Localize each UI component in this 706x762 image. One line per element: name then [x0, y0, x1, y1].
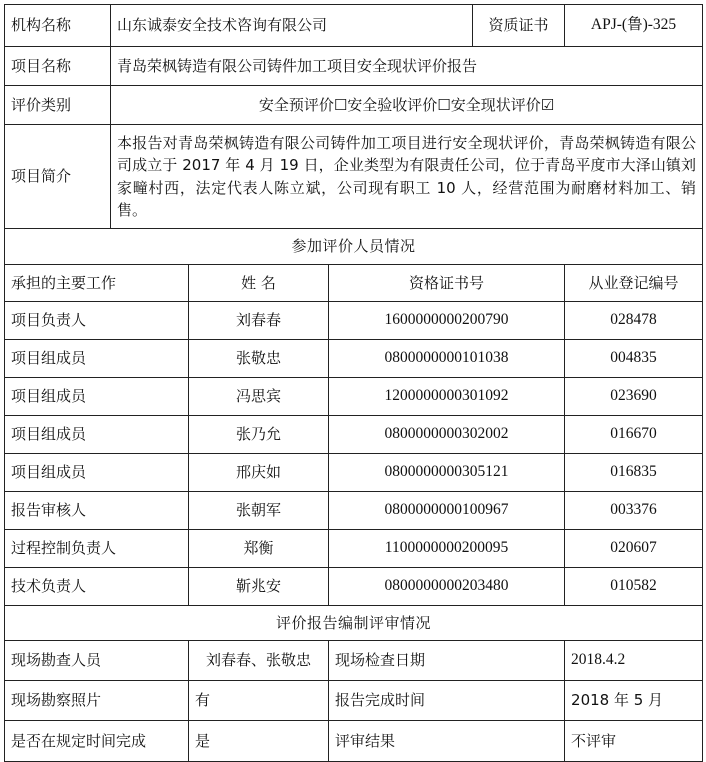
col-header-name: 姓 名: [189, 265, 329, 302]
col-header-duty: 承担的主要工作: [5, 265, 189, 302]
reg-cell: 003376: [565, 492, 703, 530]
duty-cell: 项目组成员: [5, 340, 189, 378]
personnel-section-title: 参加评价人员情况: [5, 229, 703, 265]
reg-cell: 016670: [565, 416, 703, 454]
col-header-reg: 从业登记编号: [565, 265, 703, 302]
name-cell: 冯思宾: [189, 378, 329, 416]
review-value-right: 2018.4.2: [565, 641, 703, 681]
review-label-left: 现场勘查人员: [5, 641, 189, 681]
duty-cell: 项目负责人: [5, 302, 189, 340]
name-cell: 刘春春: [189, 302, 329, 340]
project-name-row: [5, 47, 703, 86]
table-row: [5, 568, 703, 606]
personnel-header-row: [5, 265, 703, 302]
eval-type-value: 安全预评价☐安全验收评价☐安全现状评价☑: [111, 86, 703, 125]
reg-cell: 010582: [565, 568, 703, 606]
table-row: [5, 530, 703, 568]
duty-cell: 技术负责人: [5, 568, 189, 606]
review-label-left: 是否在规定时间完成: [5, 721, 189, 762]
name-cell: 张乃允: [189, 416, 329, 454]
name-cell: 靳兆安: [189, 568, 329, 606]
review-value-right: 不评审: [565, 721, 703, 762]
cert-cell: 0800000000100967: [329, 492, 565, 530]
col-header-cert: 资格证书号: [329, 265, 565, 302]
duty-cell: 过程控制负责人: [5, 530, 189, 568]
review-label-right: 现场检查日期: [329, 641, 565, 681]
duty-cell: 项目组成员: [5, 454, 189, 492]
review-value-left: 有: [189, 681, 329, 721]
review-row: [5, 681, 703, 721]
table-row: [5, 378, 703, 416]
review-section-row: [5, 606, 703, 641]
review-label-right: 评审结果: [329, 721, 565, 762]
eval-type-row: [5, 86, 703, 125]
cert-cell: 0800000000302002: [329, 416, 565, 454]
intro-text: 本报告对青岛荣枫铸造有限公司铸件加工项目进行安全现状评价，青岛荣枫铸造有限公司成立于 2017 年 4 月 19 日，企业类型为有限责任公司，位于青岛平度市大泽山镇刘家疃村西，法定代表人陈立斌，公司现有职工 10 人，经营范围为耐磨材料加工、销售。: [111, 125, 703, 229]
name-cell: 邢庆如: [189, 454, 329, 492]
name-cell: 张敬忠: [189, 340, 329, 378]
evaluation-info-sheet: [4, 4, 702, 752]
cert-value: APJ-(鲁)-325: [565, 5, 703, 47]
review-row: [5, 641, 703, 681]
intro-label: 项目简介: [5, 125, 111, 229]
org-row: [5, 5, 703, 47]
duty-cell: 项目组成员: [5, 416, 189, 454]
reg-cell: 028478: [565, 302, 703, 340]
project-name-label: 项目名称: [5, 47, 111, 86]
reg-cell: 020607: [565, 530, 703, 568]
table-row: [5, 492, 703, 530]
cert-cell: 0800000000305121: [329, 454, 565, 492]
name-cell: 张朝军: [189, 492, 329, 530]
table-row: [5, 416, 703, 454]
duty-cell: 报告审核人: [5, 492, 189, 530]
reg-cell: 004835: [565, 340, 703, 378]
personnel-section-row: [5, 229, 703, 265]
org-label: 机构名称: [5, 5, 111, 47]
cert-label: 资质证书: [473, 5, 565, 47]
name-cell: 郑衡: [189, 530, 329, 568]
review-value-left: 刘春春、张敬忠: [189, 641, 329, 681]
table-row: [5, 302, 703, 340]
intro-row: [5, 125, 703, 229]
review-section-title: 评价报告编制评审情况: [5, 606, 703, 641]
cert-cell: 1200000000301092: [329, 378, 565, 416]
review-label-left: 现场勘察照片: [5, 681, 189, 721]
table-row: [5, 340, 703, 378]
info-table: [4, 4, 703, 762]
cert-cell: 0800000000101038: [329, 340, 565, 378]
duty-cell: 项目组成员: [5, 378, 189, 416]
reg-cell: 023690: [565, 378, 703, 416]
review-label-right: 报告完成时间: [329, 681, 565, 721]
review-row: [5, 721, 703, 762]
eval-type-label: 评价类别: [5, 86, 111, 125]
org-value: 山东诚泰安全技术咨询有限公司: [111, 5, 473, 47]
project-name-value: 青岛荣枫铸造有限公司铸件加工项目安全现状评价报告: [111, 47, 703, 86]
cert-cell: 1100000000200095: [329, 530, 565, 568]
review-value-left: 是: [189, 721, 329, 762]
cert-cell: 1600000000200790: [329, 302, 565, 340]
reg-cell: 016835: [565, 454, 703, 492]
table-row: [5, 454, 703, 492]
review-value-right: 2018 年 5 月: [565, 681, 703, 721]
cert-cell: 0800000000203480: [329, 568, 565, 606]
